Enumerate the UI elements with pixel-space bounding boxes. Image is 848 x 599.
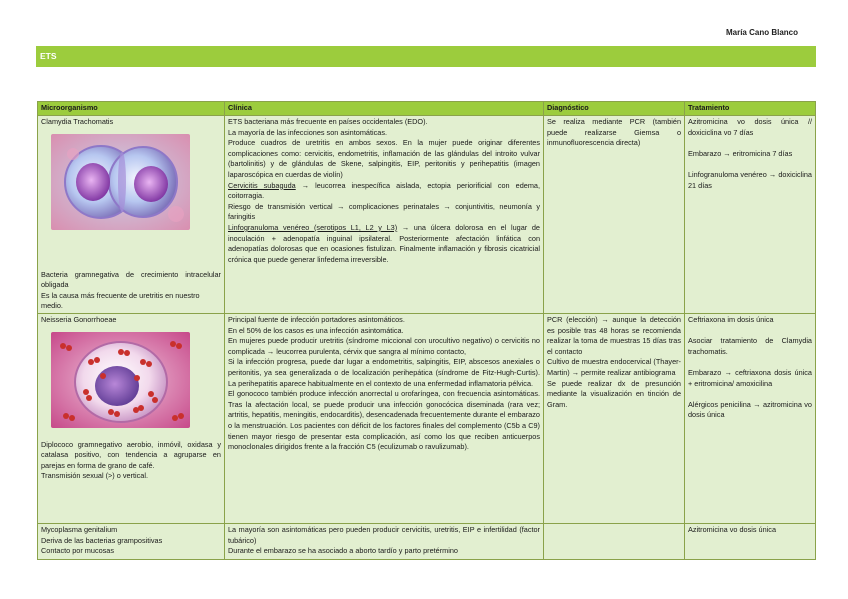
clinica-paragraph: La mayoría son asintomáticas pero pueden producir cervicitis, uretritis, EIP e infertilidad (factor tubárico) [228, 524, 540, 545]
clinica-paragraph: Produce cuadros de uretritis en ambos sexos. En la mujer puede originar diferentes complicaciones como: cervicitis, endometritis, inflamación de las glándulas del introito vulvar (bartolinitis) y de glándulas de Skene, salpingitis, EIP, peritonitis y perihepatitis (imagen laparoscópica en cuerdas de violín) [228, 138, 540, 179]
micro-cell [38, 116, 225, 314]
tratamiento-paragraph: Linfogranuloma venéreo → doxiciclina 21 días [688, 169, 812, 190]
micro-desc: Contacto por mucosas [41, 546, 115, 556]
clinica-term: Cervicitis subaguda [228, 180, 296, 190]
banner-title: ETS [40, 51, 57, 61]
author-name: María Cano Blanco [725, 28, 798, 37]
diagnostico-cell [544, 313, 685, 523]
clinica-paragraph: La mayoría de las infecciones son asintomáticas. [228, 127, 387, 137]
tratamiento-paragraph: Embarazo → ceftriaxona dosis única + eritromicina/ amoxicilina [688, 367, 812, 388]
clinica-paragraph: En el 50% de los casos es una infección asintomática. [228, 325, 404, 335]
tratamiento-cell [685, 523, 816, 559]
header-tratamiento: Tratamiento [685, 102, 816, 116]
clinica-paragraph: ETS bacteriana más frecuente en países occidentales (EDO). [228, 117, 428, 126]
micro-desc: Diplococo gramnegativo aerobio, inmóvil, oxidasa y catalasa positivo, con tendencia a agruparse en parejas en forma de grano de café. [41, 439, 221, 470]
clinica-paragraph: En mujeres puede producir uretritis (síndrome miccional con urocultivo negativo) o cervicitis no complicada → leucorrea purulenta, cérvix que sangra al mínimo contacto, [228, 336, 540, 356]
diagnostico-cell [544, 116, 685, 314]
clinica-paragraph [228, 223, 540, 265]
tratamiento-cell [685, 116, 816, 314]
clinica-paragraph: Principal fuente de infección portadores asintomáticos. [228, 314, 405, 324]
diagnostico-paragraph: PCR (elección) → aunque la detección es posible tras 48 horas se recomienda realizar la toma de muestras 15 días tras el contacto [547, 314, 681, 356]
tratamiento-paragraph: Asociar tratamiento de Clamydia trachomatis. [688, 336, 812, 356]
tratamiento-paragraph: Azitromicina vo dosis única [688, 524, 777, 534]
clinica-paragraph: Durante el embarazo se ha asociado a aborto tardío y parto pretérmino [228, 546, 458, 556]
header-diagnostico: Diagnóstico [544, 102, 685, 116]
micro-cell [38, 523, 225, 559]
clinica-term: Linfogranuloma venéreo (serotipos L1, L2 y L3) [228, 222, 398, 232]
tratamiento-paragraph: Ceftriaxona im dosis única [688, 314, 774, 324]
micro-name: Neisseria Gonorrhoeae [41, 314, 117, 324]
clinica-term-text: → una úlcera dolorosa en el lugar de inoculación + adenopatía inguinal ipsilateral. Posteriormente afectación linfática con adenopatías dolorosas que en ocasiones fistulizan. Finalmente inflamación y fibrosis cicatricial crónica que puede generar linfedema irreversible. [228, 222, 540, 264]
micro-desc: Deriva de las bacterias grampositivas [41, 535, 163, 545]
chlamydia-image [51, 134, 190, 230]
micro-desc: Bacteria gramnegativa de crecimiento intracelular obligada [41, 269, 221, 290]
tratamiento-paragraph: Alérgicos penicilina → azitromicina vo dosis única [688, 399, 812, 420]
clinica-cell [225, 313, 544, 523]
clinica-paragraph [228, 181, 540, 202]
diagnostico-paragraph: Se realiza mediante PCR (también puede realizarse Giemsa o inmunofluorescencia directa) [547, 117, 681, 148]
diagnostico-paragraph: Se puede realizar dx de presunción mediante la visualización en tinción de Gram. [547, 378, 681, 409]
header-microorganismo: Microorganismo [38, 102, 225, 116]
tratamiento-cell [685, 313, 816, 523]
clinica-cell [225, 523, 544, 559]
table-row [38, 116, 816, 314]
table-row [38, 523, 816, 559]
table-header-row [38, 102, 816, 116]
tratamiento-paragraph: Azitromicina vo dosis única // doxiciclina vo 7 días [688, 117, 812, 137]
clinica-paragraph: El gonococo también produce infección anorrectal u orofaríngea, con frecuencia asintomáticas. Tras la afectación local, se puede producir una infección gonocócica diseminada (rara vez; artritis, hepatitis, meningitis, endocarditis), desencadenada frecuentemente durante el embarazo o la menstruación. Los pacientes con déficit de los factores finales del complemento (C5b a C9) tienen mayor riesgo de presentar esta complicación, así como los que reciben anticuerpos monoclonales dirigidos frente a la fracción C5 (eculizumab o ravulizumab). [228, 389, 540, 452]
header-clinica: Clínica [225, 102, 544, 116]
micro-desc: Es la causa más frecuente de uretritis en nuestro medio. [41, 290, 200, 311]
clinica-paragraph: Riesgo de transmisión vertical → complicaciones perinatales → conjuntivitis, neumonía y faringitis [228, 201, 540, 222]
diagnostico-cell [544, 523, 685, 559]
micro-desc: Transmisión sexual (>) o vertical. [41, 471, 148, 481]
diagnostico-paragraph: Cultivo de muestra endocervical (Thayer-Martin) → permite realizar antibiograma [547, 357, 681, 377]
table-row [38, 313, 816, 523]
ets-table [37, 101, 816, 560]
clinica-paragraph: Si la infección progresa, puede dar lugar a endometritis, salpingitis, EIP, abscesos anexiales o peritonitis, ya sea generalizada o de localización perihepática (síndrome de Fitz-Hugh-Curtis). La perihepatitis aparece habitualmente en el contexto de una enfermedad inflamatoria pélvica. [228, 357, 540, 388]
tratamiento-paragraph: Embarazo → eritromicina 7 días [688, 148, 793, 158]
micro-cell [38, 313, 225, 523]
micro-name: Clamydia Trachomatis [41, 117, 114, 126]
clinica-cell [225, 116, 544, 314]
title-banner [36, 46, 816, 67]
micro-name: Mycoplasma genitalium [41, 524, 118, 534]
clinica-term-text: → leucorrea inespecífica aislada, ectopia periorificial con edema, coitorragia. [228, 180, 540, 201]
neisseria-image [51, 332, 190, 428]
